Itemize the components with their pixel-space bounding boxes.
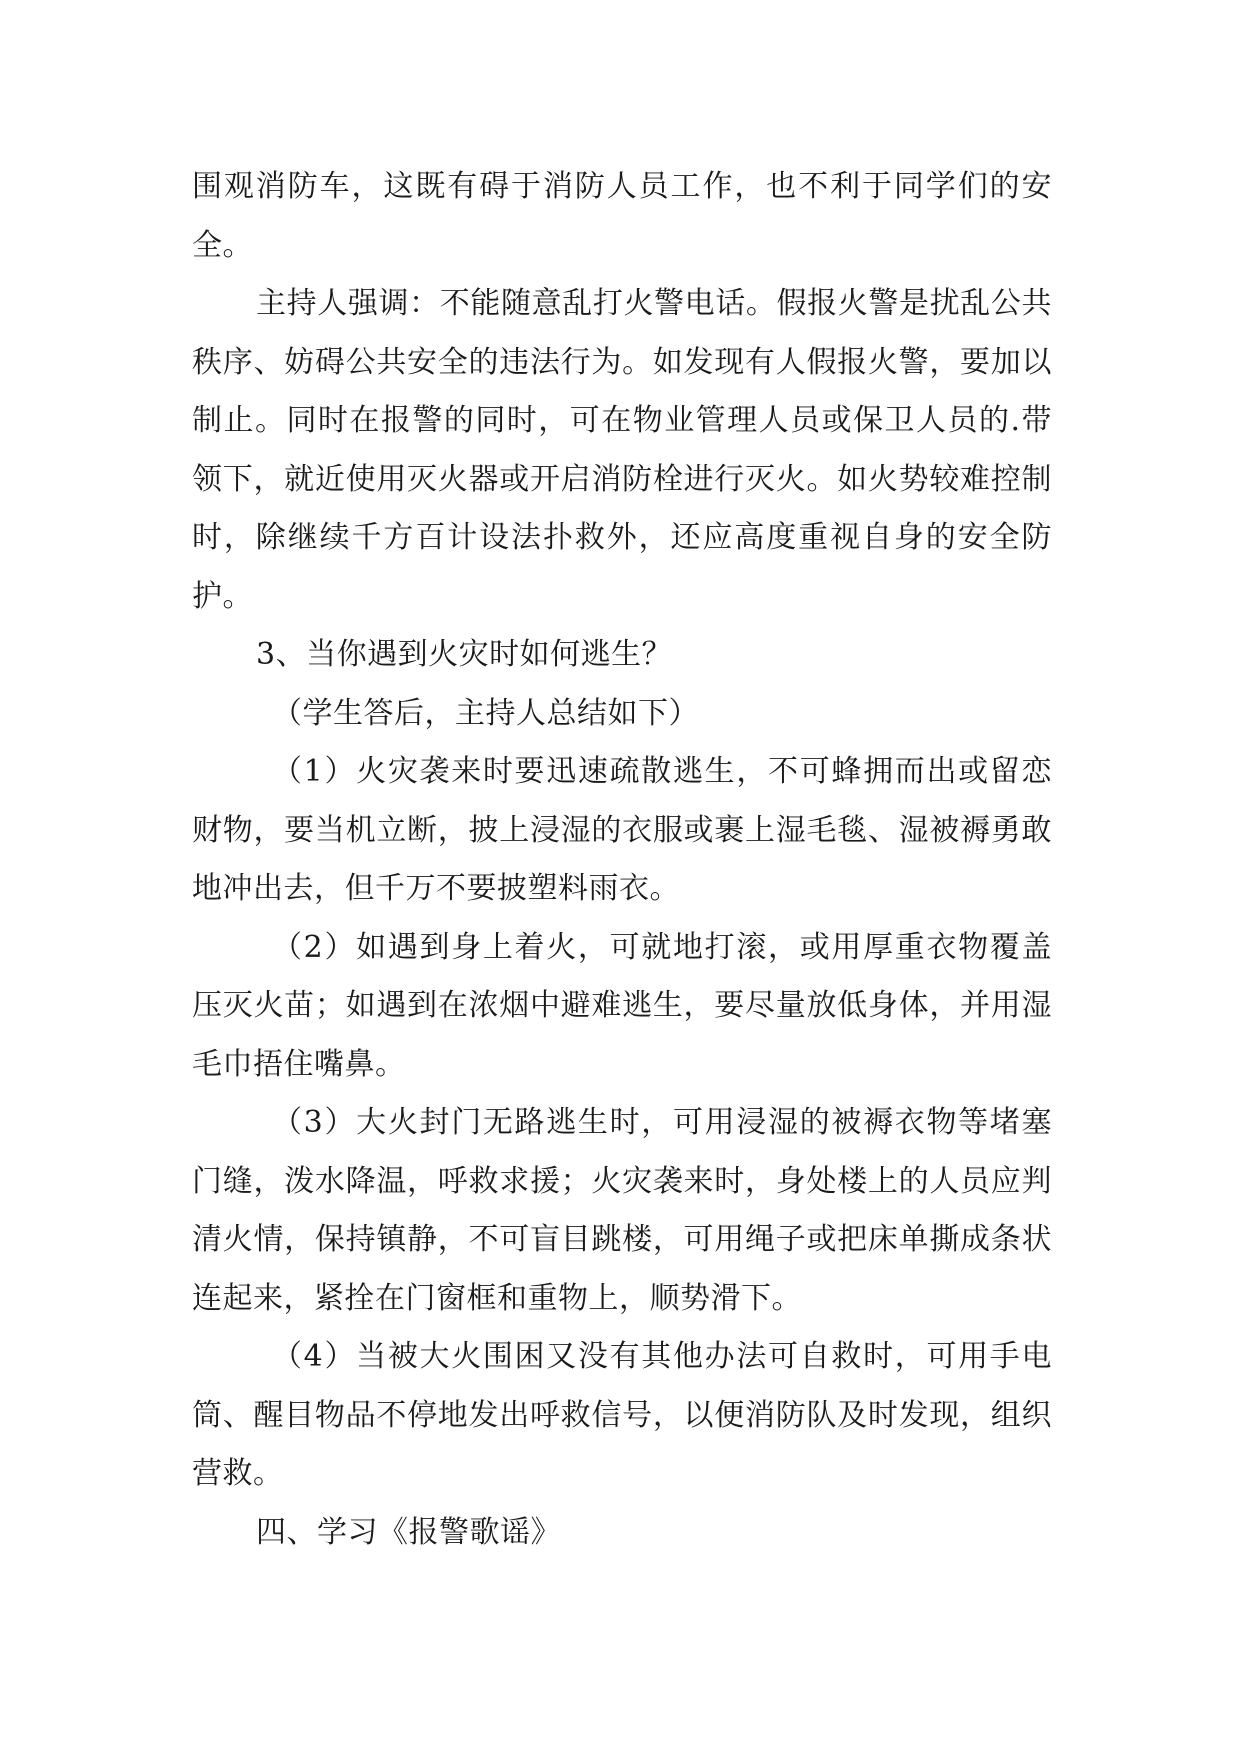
summary-intro: （学生答后，主持人总结如下）: [272, 695, 699, 731]
question-3-heading: 3、当你遇到火灾时如何逃生？: [256, 637, 673, 672]
document-body: [192, 158, 1052, 1562]
list-item-2: （2）如遇到身上着火，可就地打滚，或用厚重衣物覆盖压灭火苗；如遇到在浓烟中避难逃生，要尽量放低身体，并用湿毛巾捂住嘴鼻。: [192, 929, 1052, 1082]
list-item-3: （3）大火封门无路逃生时，可用浸湿的被褥衣物等堵塞门缝，泼水降温，呼救求援；火灾袭来时，身处楼上的人员应判清火情，保持镇静，不可盲目跳楼，可用绳子或把床单撕成条状连起来，紧拴在门窗框和重物上，顺势滑下。: [192, 1105, 1052, 1316]
paragraph-continued: 围观消防车，这既有碍于消防人员工作，也不利于同学们的安全。: [192, 169, 1052, 263]
list-item-4: （4）当被大火围困又没有其他办法可自救时，可用手电筒、醒目物品不停地发出呼救信号，以便消防队及时发现，组织营救。: [192, 1339, 1052, 1491]
section-4-heading: 四、学习《报警歌谣》: [256, 1514, 561, 1550]
paragraph-host-emphasis: 主持人强调：不能随意乱打火警电话。假报火警是扰乱公共秩序、妨碍公共安全的违法行为。如发现有人假报火警，要加以制止。同时在报警的同时，可在物业管理人员或保卫人员的.带领下，就近使用灭火器或开启消防栓进行灭火。如火势较难控制时，除继续千方百计设法扑救外，还应高度重视自身的安全防护。: [192, 286, 1052, 614]
list-item-1: （1）火灾袭来时要迅速疏散逃生，不可蜂拥而出或留恋财物，要当机立断，披上浸湿的衣服或裹上湿毛毯、湿被褥勇敢地冲出去，但千万不要披塑料雨衣。: [192, 754, 1052, 906]
